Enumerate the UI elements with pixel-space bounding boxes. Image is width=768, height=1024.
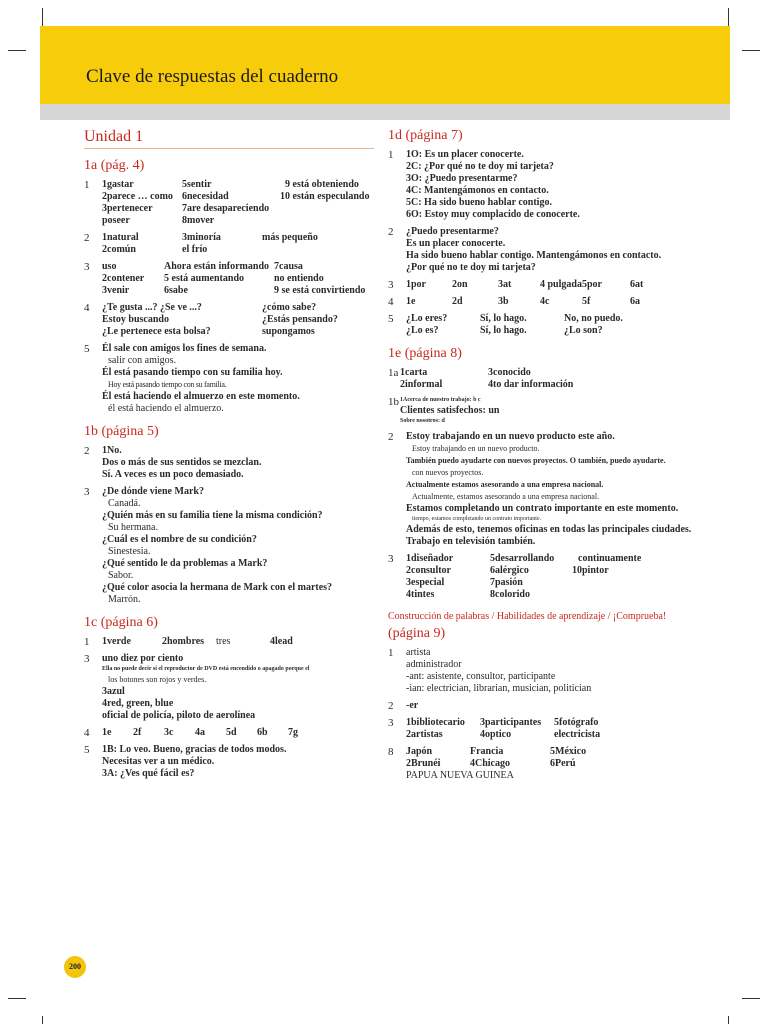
exercise-number: 2 [388, 700, 394, 712]
exercise-1a-3 [84, 261, 374, 297]
answer: 2consultor [406, 565, 451, 576]
answer: 1natural [102, 232, 139, 243]
answer: 2artistas [406, 729, 443, 740]
exercise-1a-5 [84, 343, 374, 415]
answer-line: 3azul [102, 686, 125, 697]
answer: 5f [582, 296, 591, 307]
exercise-1e-1a [388, 367, 728, 391]
answer: 2parece … como [102, 191, 173, 202]
answer: 6necesidad [182, 191, 229, 202]
answer: no entiendo [274, 273, 324, 284]
answer-line: con nuevos proyectos. [412, 468, 484, 477]
answer: 4optico [480, 729, 512, 740]
answer-line: Sí. A veces es un poco demasiado. [102, 469, 244, 480]
answer: 10 están especulando [280, 191, 370, 202]
answer-line: -ian: electrician, librarian, musician, politician [406, 683, 592, 694]
answer: 5desarrollando [490, 553, 555, 564]
section-heading-1b: 1b (página 5) [84, 424, 159, 439]
answer: 5 está aumentando [164, 273, 245, 284]
left-column [84, 128, 374, 785]
exercise-number: 5 [388, 313, 394, 325]
answer: electricista [554, 729, 601, 740]
exercise-1e-1b [388, 396, 728, 426]
exercise-p9-8 [388, 746, 728, 782]
answer-line: 1Acerca de nuestro trabajo: b c [400, 397, 481, 403]
exercise-number: 3 [388, 553, 394, 565]
exercise-number: 3 [388, 717, 394, 729]
answer: 3especial [406, 577, 445, 588]
answer-line: Él está haciendo el almuerzo en este momento. [102, 391, 300, 402]
exercise-1a-1 [84, 179, 374, 227]
answer: 3at [498, 279, 512, 290]
section-heading-1e: 1e (página 8) [388, 346, 462, 361]
exercise-1a-4 [84, 302, 374, 338]
answer: 2hombres [162, 636, 205, 647]
crop-mark [42, 1016, 43, 1024]
answer-line: Hoy está pasando tiempo con su familia. [108, 380, 227, 389]
exercise-1c-3 [84, 653, 374, 722]
answer: 6sabe [164, 285, 188, 296]
exercise-number: 4 [388, 296, 394, 308]
answer-line: Actualmente, estamos asesorando a una empresa nacional. [412, 492, 600, 501]
exercise-1e-2 [388, 431, 728, 548]
answer-line: Sabor. [108, 570, 134, 581]
answer: poseer [102, 215, 130, 226]
answer: 6b [257, 727, 268, 738]
answer: 6alérgico [490, 565, 529, 576]
answer: ¿Lo es? [406, 325, 439, 336]
exercise-1a-2 [84, 232, 374, 256]
answer: 3b [498, 296, 509, 307]
header-divider [40, 104, 730, 120]
answer: 1bibliotecario [406, 717, 465, 728]
answer: Sí, lo hago. [480, 325, 527, 336]
exercise-number: 3 [84, 486, 90, 498]
answer: 5d [226, 727, 237, 738]
answer: 4Chicago [470, 758, 510, 769]
answer: Estoy buscando [102, 314, 169, 325]
answer: 3participantes [480, 717, 542, 728]
answer: 1gastar [102, 179, 134, 190]
answer: 4 pulgada5por [540, 279, 602, 290]
answer: supongamos [262, 326, 315, 337]
answer: 4a [195, 727, 205, 738]
answer-line: uno diez por ciento [102, 653, 184, 664]
answer-line: ¿Quién más en su familia tiene la misma condición? [102, 510, 323, 521]
answer: ¿Estás pensando? [262, 314, 338, 325]
answer-line: Necesitas ver a un médico. [102, 756, 215, 767]
answer: 2on [452, 279, 468, 290]
answer-line: Ella no puede decir si el reproductor de DVD está encendido o apagado porque el [102, 666, 310, 672]
answer: 8colorido [490, 589, 530, 600]
answer-line: Su hermana. [108, 522, 158, 533]
answer: 1diseñador [406, 553, 454, 564]
answer: Francia [470, 746, 504, 757]
exercise-number: 1 [84, 179, 90, 191]
answer: 3conocido [488, 367, 531, 378]
answer: 9 se está convirtiendo [274, 285, 366, 296]
exercise-1d-2 [388, 226, 728, 274]
answer: Ahora están informando [164, 261, 270, 272]
answer-line: Trabajo en televisión también. [406, 536, 536, 547]
answer-line: 2C: ¿Por qué no te doy mi tarjeta? [406, 161, 554, 172]
answer: 7causa [274, 261, 303, 272]
answer-line: ¿Por qué no te doy mi tarjeta? [406, 262, 536, 273]
answer: 3venir [102, 285, 130, 296]
exercise-number: 2 [84, 445, 90, 457]
answer-line: Actualmente estamos asesorando a una empresa nacional. [406, 480, 604, 489]
answer: ¿Lo son? [564, 325, 603, 336]
answer: 4lead [270, 636, 293, 647]
answer: 9 está obteniendo [285, 179, 359, 190]
answer-line: Estoy trabajando en un nuevo producto este año. [406, 431, 615, 442]
answer: 1carta [400, 367, 428, 378]
answer-line: Ha sido bueno hablar contigo. Mantengámonos en contacto. [406, 250, 662, 261]
answer: 2informal [400, 379, 443, 390]
section-heading-1d: 1d (página 7) [388, 128, 463, 143]
answer: 1verde [102, 636, 131, 647]
answer: 4tintes [406, 589, 435, 600]
answer-line: PAPUA NUEVA GUINEA [406, 770, 514, 781]
exercise-p9-3 [388, 717, 728, 741]
section-heading-page-9: (página 9) [388, 626, 446, 641]
answer: 4c [540, 296, 550, 307]
answer-line: También puedo ayudarte con nuevos proyectos. O también, puedo ayudarte. [406, 456, 666, 465]
crop-mark [742, 998, 760, 999]
exercise-1b-2 [84, 445, 374, 481]
exercise-1b-3 [84, 486, 374, 606]
exercise-1d-1 [388, 149, 728, 221]
answer-line: administrador [406, 659, 462, 670]
answer: 2d [452, 296, 463, 307]
answer-line: 4red, green, blue [102, 698, 174, 709]
exercise-number: 3 [84, 261, 90, 273]
crop-mark [42, 8, 43, 26]
exercise-number: 5 [84, 343, 90, 355]
answer-line: Él está pasando tiempo con su familia hoy. [102, 367, 283, 378]
answer-line: artista [406, 647, 431, 658]
exercise-number: 3 [84, 653, 90, 665]
answer-line: Dos o más de sus sentidos se mezclan. [102, 457, 262, 468]
answer: 2Brunéi [406, 758, 441, 769]
exercise-number: 4 [84, 727, 90, 739]
answer: 8mover [182, 215, 215, 226]
header-banner [40, 26, 730, 104]
exercise-number: 1a [388, 367, 399, 379]
answer-line: ¿Qué color asocia la hermana de Mark con el martes? [102, 582, 333, 593]
answer: 7g [288, 727, 298, 738]
exercise-number: 1b [388, 396, 399, 408]
crop-mark [728, 1016, 729, 1024]
answer: tres [216, 636, 231, 647]
answer: 5México [550, 746, 587, 757]
answer: 1e [406, 296, 416, 307]
crop-mark [8, 50, 26, 51]
answer-line: Es un placer conocerte. [406, 238, 506, 249]
answer-line: Sinestesia. [108, 546, 151, 557]
answer: el frío [182, 244, 208, 255]
answer: ¿cómo sabe? [262, 302, 317, 313]
answer: 5sentir [182, 179, 212, 190]
exercise-number: 5 [84, 744, 90, 756]
right-column [388, 128, 728, 787]
answer: 3minoría [182, 232, 221, 243]
crop-mark [728, 8, 729, 26]
answer: 4to dar información [488, 379, 574, 390]
crop-mark [8, 998, 26, 999]
exercise-number: 4 [84, 302, 90, 314]
answer: 1por [406, 279, 426, 290]
answer-line: ¿De dónde viene Mark? [102, 486, 204, 497]
answer: 2f [133, 727, 142, 738]
exercise-1d-4 [388, 296, 728, 308]
exercise-number: 2 [84, 232, 90, 244]
answer-line: -ant: asistente, consultor, participante [406, 671, 556, 682]
answer-line: 6O: Estoy muy complacido de conocerte. [406, 209, 580, 220]
answer-line: 1No. [102, 445, 122, 456]
answer: 7are desapareciendo [182, 203, 270, 214]
answer-line: Además de esto, tenemos oficinas en todas las principales ciudades. [406, 524, 692, 535]
answer: uso [102, 261, 117, 272]
answer-line: oficial de policía, piloto de aerolínea [102, 710, 256, 721]
answer: ¿Le pertenece esta bolsa? [102, 326, 211, 337]
answer-line: 3O: ¿Puedo presentarme? [406, 173, 518, 184]
answer: 6a [630, 296, 640, 307]
answer: 7pasión [490, 577, 523, 588]
answer-line: Estamos completando un contrato importante en este momento. [406, 503, 679, 514]
answer-line: él está haciendo el almuerzo. [108, 403, 224, 414]
answer-line: Clientes satisfechos: un [400, 405, 500, 416]
answer-line: 5C: Ha sido bueno hablar contigo. [406, 197, 552, 208]
answer: más pequeño [262, 232, 318, 243]
answer-line: Estoy trabajando en un nuevo producto. [412, 444, 540, 453]
answer-line: Marrón. [108, 594, 141, 605]
answer-line: 1B: Lo veo. Bueno, gracias de todos modos. [102, 744, 287, 755]
answer-line: 3A: ¿Ves qué fácil es? [102, 768, 195, 779]
exercise-1d-3 [388, 279, 728, 291]
answer-line: 1O: Es un placer conocerte. [406, 149, 524, 160]
answer-line: Él sale con amigos los fines de semana. [102, 343, 267, 354]
answer-line: los botones son rojos y verdes. [108, 675, 207, 684]
answer: 6at [630, 279, 644, 290]
answer: continuamente [578, 553, 642, 564]
exercise-number: 8 [388, 746, 394, 758]
exercise-number: 1 [388, 647, 394, 659]
answer-line: 4C: Mantengámonos en contacto. [406, 185, 549, 196]
answer: Japón [406, 746, 433, 757]
exercise-number: 1 [388, 149, 394, 161]
answer: 2contener [102, 273, 145, 284]
answer-line: ¿Puedo presentarme? [406, 226, 499, 237]
exercise-number: 2 [388, 431, 394, 443]
answer-line: -er [406, 700, 419, 711]
answer-line: ¿Qué sentido le da problemas a Mark? [102, 558, 268, 569]
answer: 5fotógrafo [554, 717, 599, 728]
crop-mark [742, 50, 760, 51]
answer: No, no puedo. [564, 313, 623, 324]
answer: 3c [164, 727, 174, 738]
answer-line: tiempo, estamos completando un contrato importante. [412, 516, 542, 522]
page-number: 200 [64, 956, 86, 978]
exercise-1d-5 [388, 313, 728, 337]
section-heading-1a: 1a (pág. 4) [84, 158, 145, 173]
answer: ¿Te gusta ...? ¿Se ve ...? [102, 302, 202, 313]
answer: Sí, lo hago. [480, 313, 527, 324]
answer: 2común [102, 244, 136, 255]
section-note: Construcción de palabras / Habilidades de aprendizaje / ¡Comprueba! [388, 611, 667, 622]
exercise-p9-1 [388, 647, 728, 695]
answer-line: Sobre nosotros: d [400, 418, 445, 424]
answer-line: ¿Cuál es el nombre de su condición? [102, 534, 257, 545]
exercise-1c-5 [84, 744, 374, 780]
page-title: Clave de respuestas del cuaderno [86, 66, 339, 87]
answer: ¿Lo eres? [406, 313, 448, 324]
answer: 6Perú [550, 758, 576, 769]
exercise-1c-4 [84, 727, 374, 739]
exercise-1e-3 [388, 553, 728, 601]
answer: 1e [102, 727, 112, 738]
exercise-number: 2 [388, 226, 394, 238]
exercise-number: 3 [388, 279, 394, 291]
exercise-1c-1 [84, 636, 374, 648]
section-heading-1c: 1c (página 6) [84, 615, 158, 630]
answer-line: Canadá. [108, 498, 141, 509]
answer: 3pertenecer [102, 203, 153, 214]
answer: 10pintor [572, 565, 609, 576]
unit-heading: Unidad 1 [84, 128, 374, 149]
answer-line: salir con amigos. [108, 355, 177, 366]
exercise-p9-2 [388, 700, 728, 712]
exercise-number: 1 [84, 636, 90, 648]
